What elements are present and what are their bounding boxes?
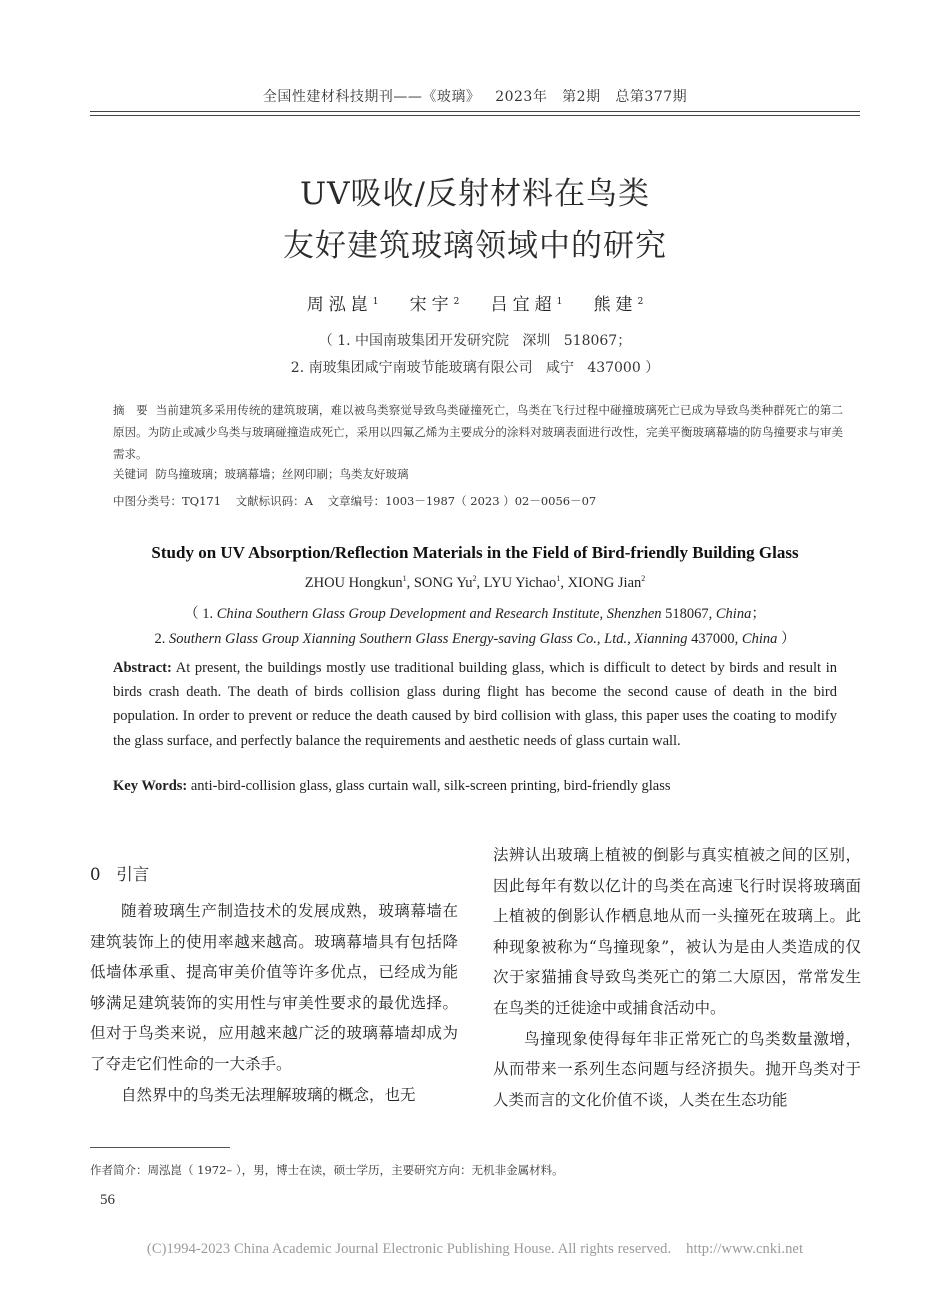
author-name: 周泓崑 xyxy=(306,295,373,315)
affiliation-1: （ 1. 中国南玻集团开发研究院 深圳 518067； xyxy=(318,333,632,349)
paragraph: 法辨认出玻璃上植被的倒影与真实植被之间的区别，因此每年有数以亿计的鸟类在高速飞行时误将玻璃面上植被的倒影认作栖息地从而一头撞死在玻璃上。此种现象被称为“鸟撞现象”，被认为是由人类造成的仅次于家猫捕食导致鸟类死亡的第二大原因，常常发生在鸟类的迁徙途中或捕食活动中。 xyxy=(493,846,861,1017)
author-name: 吕宜超 xyxy=(490,295,557,315)
english-title: Study on UV Absorption/Reflection Materials in the Field of Bird-friendly Building Glass xyxy=(151,543,799,562)
english-abstract xyxy=(113,656,837,753)
classification-cn: 中图分类号：TQ171 文献标识码：A 文章编号：1003－1987（ 2023 ）02－0056－07 xyxy=(113,494,597,508)
english-keywords-text: anti-bird-collision glass, glass curtain wall, silk-screen printing, bird-friendly glass xyxy=(190,778,671,794)
affil-org: China Southern Glass Group Development and Research Institute, Shenzhen xyxy=(216,606,662,622)
english-author-name: SONG Yu xyxy=(413,575,473,591)
affil-code: 518067, xyxy=(661,606,716,622)
affil-prefix: （ 1. xyxy=(184,606,217,622)
body-column-right xyxy=(493,840,861,1115)
copyright-watermark: (C)1994-2023 China Academic Journal Electronic Publishing House. All rights reserved. http://www.cnki.net xyxy=(146,1241,804,1257)
journal-header: 全国性建材科技期刊——《玻璃》 2023年 第2期 总第377期 xyxy=(262,89,688,105)
affiliation-2: 2. 南玻集团咸宁南玻节能玻璃有限公司 咸宁 437000 ） xyxy=(290,360,660,376)
english-author-mark: 2 xyxy=(641,574,646,583)
english-author-name: LYU Yichao xyxy=(483,575,557,591)
paragraph: 随着玻璃生产制造技术的发展成熟，玻璃幕墙在建筑装饰上的使用率越来越高。玻璃幕墙具有包括降低墙体承重、提高审美价值等许多优点，已经成为能够满足建筑装饰的实用性与审美性要求的最优选择。但对于鸟类来说，应用越来越广泛的玻璃幕墙却成为了夺走它们性命的一大杀手。 xyxy=(90,902,458,1073)
footnote-rule xyxy=(90,1147,230,1148)
affil-suffix: ） xyxy=(777,631,796,647)
english-abstract-text: At present, the buildings mostly use traditional building glass, which is difficult to detect by birds and result in birds crash death. The death of birds collision glass during flight has become the second cause of death in the bird population. In order to prevent or reduce the death caused by bird collision with glass, this paper uses the coating to modify the glass surface, and perfectly balance the requirements and aesthetic needs of glass curtain wall. xyxy=(113,660,837,749)
english-affiliation-2 xyxy=(90,627,860,648)
page-number: 56 xyxy=(100,1192,115,1208)
header-rule xyxy=(90,111,860,112)
affil-suffix: ； xyxy=(751,606,766,622)
english-keywords-label: Key Words: xyxy=(113,778,188,794)
author-list xyxy=(90,290,860,315)
title-line-1: UV吸收/反射材料在鸟类 xyxy=(300,176,650,212)
english-author-list: ZHOU Hongkun$^1$, SONG Yu$^2$, LYU Yichao$^1$, XIONG Jian$^2$ xyxy=(304,574,646,591)
title-line-2: 友好建筑玻璃领域中的研究 xyxy=(283,228,667,264)
author-name: 熊建 xyxy=(593,295,638,315)
affil-country: China xyxy=(741,631,778,647)
author-affil-mark: 1 xyxy=(372,297,379,307)
keywords-cn xyxy=(113,466,843,482)
english-keywords xyxy=(113,778,837,795)
affil-org: Southern Glass Group Xianning Southern Glass Energy-saving Glass Co., Ltd., Xianning xyxy=(169,631,688,647)
abstract-cn-text: 当前建筑多采用传统的建筑玻璃，难以被鸟类察觉导致鸟类碰撞死亡，鸟类在飞行过程中碰撞玻璃死亡已成为导致鸟类种群死亡的第二原因。为防止或减少鸟类与玻璃碰撞造成死亡，采用以四氟乙烯为主要成分的涂料对玻璃表面进行改性，完美平衡玻璃幕墙的防鸟撞要求与审美需求。 xyxy=(113,403,844,461)
paragraph: 鸟撞现象使得每年非正常死亡的鸟类数量激增，从而带来一系列生态问题与经济损失。抛开鸟类对于人类而言的文化价值不谈，人类在生态功能 xyxy=(493,1029,861,1109)
english-author-mark: 1 xyxy=(402,574,407,583)
english-author-mark: 1 xyxy=(556,574,561,583)
abstract-cn-label: 摘 要 xyxy=(113,403,148,417)
english-author-name: XIONG Jian xyxy=(567,575,642,591)
affil-code: 437000, xyxy=(687,631,742,647)
section-heading-intro: 0 引言 xyxy=(90,865,150,884)
english-affiliation-1 xyxy=(90,602,860,623)
english-author-mark: 2 xyxy=(472,574,477,583)
author-affil-mark: 2 xyxy=(637,297,644,307)
affil-prefix: 2. xyxy=(154,631,170,647)
header-rule-thin xyxy=(90,115,860,116)
keywords-cn-text: 防鸟撞玻璃；玻璃幕墙；丝网印刷；鸟类友好玻璃 xyxy=(155,467,409,481)
english-abstract-label: Abstract: xyxy=(113,660,172,676)
english-author-name: ZHOU Hongkun xyxy=(304,575,403,591)
abstract-cn xyxy=(113,399,843,465)
body-column-left xyxy=(90,896,458,1110)
author-footnote: 作者简介：周泓崑（ 1972– ），男，博士在读，硕士学历，主要研究方向：无机非金属材料。 xyxy=(90,1163,564,1177)
keywords-cn-label: 关键词 xyxy=(113,467,148,481)
paragraph: 自然界中的鸟类无法理解玻璃的概念，也无 xyxy=(121,1085,416,1104)
author-affil-mark: 2 xyxy=(453,297,460,307)
author-name: 宋宇 xyxy=(409,295,454,315)
affil-country: China xyxy=(715,606,752,622)
author-affil-mark: 1 xyxy=(556,297,563,307)
